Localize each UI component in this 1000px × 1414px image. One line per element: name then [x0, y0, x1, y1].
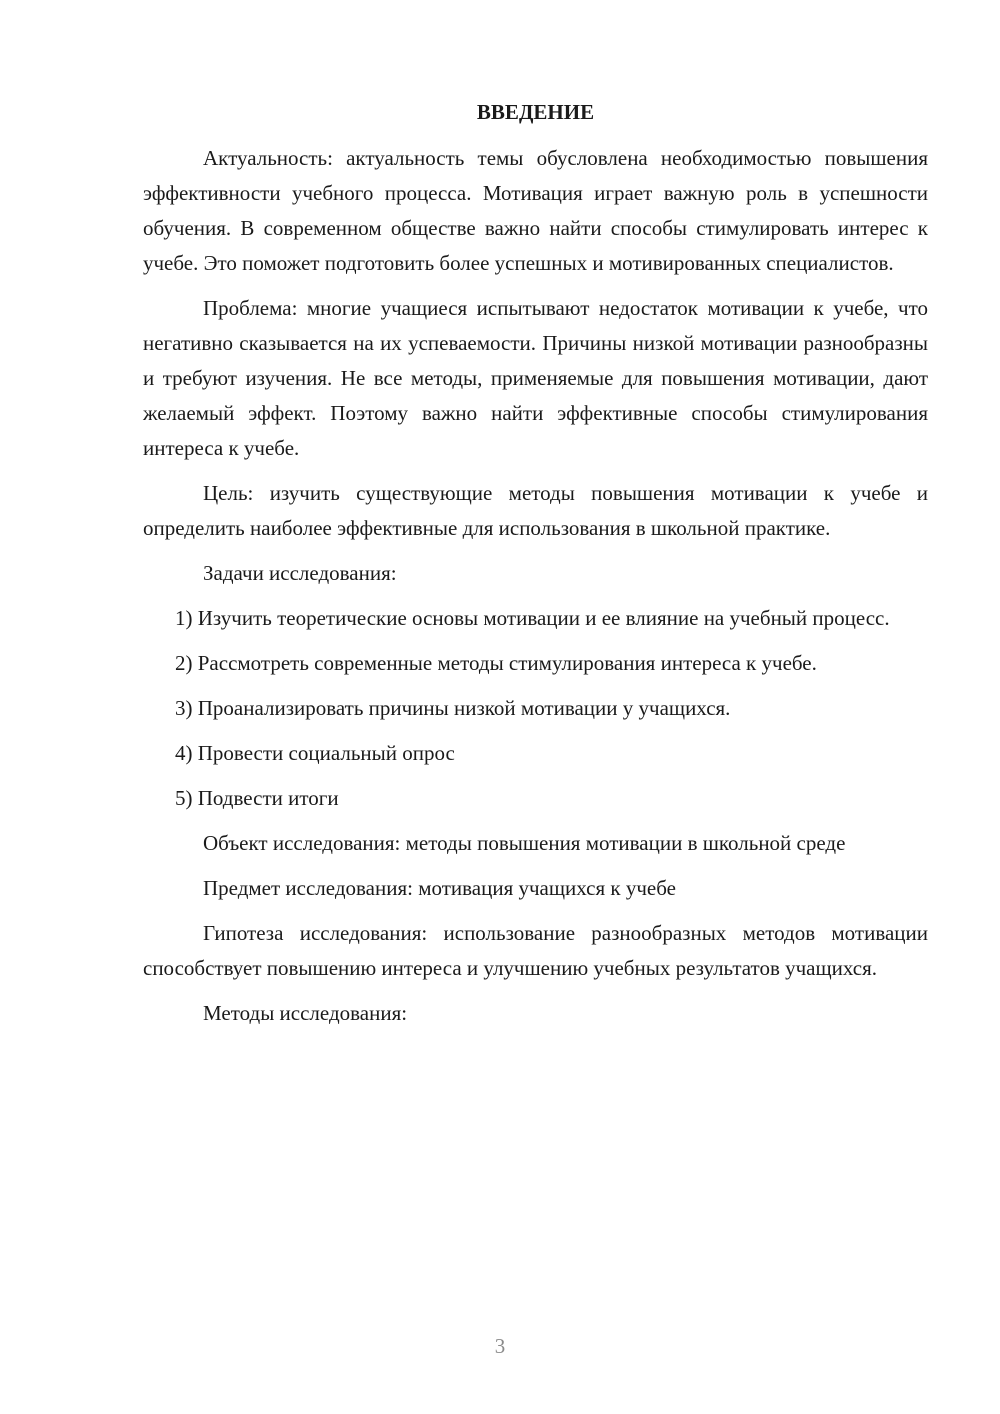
paragraph-subject: Предмет исследования: мотивация учащихся к учебе: [203, 876, 676, 900]
paragraph-goal: Цель: изучить существующие методы повышения мотивации к учебе и определить наиболее эффективные для использования в школьной практике.: [143, 481, 928, 540]
paragraph-relevance: Актуальность: актуальность темы обусловлена необходимостью повышения эффективности учебного процесса. Мотивация играет важную роль в успешности обучения. В современном обществе важно найти способы стимулировать интерес к учебе. Это поможет подготовить более успешных и мотивированных специалистов.: [143, 146, 928, 275]
paragraph-hypothesis: Гипотеза исследования: использование разнообразных методов мотивации способствует повышению интереса и улучшению учебных результатов учащихся.: [143, 921, 928, 980]
list-item: 2) Рассмотреть современные методы стимулирования интереса к учебе.: [175, 651, 817, 675]
page-content: [143, 97, 928, 1041]
list-item: 3) Проанализировать причины низкой мотивации у учащихся.: [175, 696, 731, 720]
paragraph-object: Объект исследования: методы повышения мотивации в школьной среде: [203, 831, 846, 855]
tasks-list: [143, 601, 928, 816]
page-title: ВВЕДЕНИЕ: [476, 100, 595, 124]
paragraph-methods-heading: Методы исследования:: [203, 1001, 408, 1025]
list-item: 5) Подвести итоги: [175, 786, 339, 810]
paragraph-tasks-heading: Задачи исследования:: [203, 561, 397, 585]
page-number: 3: [494, 1334, 506, 1358]
list-item: 1) Изучить теоретические основы мотивации и ее влияние на учебный процесс.: [175, 606, 890, 630]
paragraph-problem: Проблема: многие учащиеся испытывают недостаток мотивации к учебе, что негативно сказывается на их успеваемости. Причины низкой мотивации разнообразны и требуют изучения. Не все методы, применяемые для повышения мотивации, дают желаемый эффект. Поэтому важно найти эффективные способы стимулирования интереса к учебе.: [143, 296, 928, 460]
list-item: 4) Провести социальный опрос: [175, 741, 455, 765]
